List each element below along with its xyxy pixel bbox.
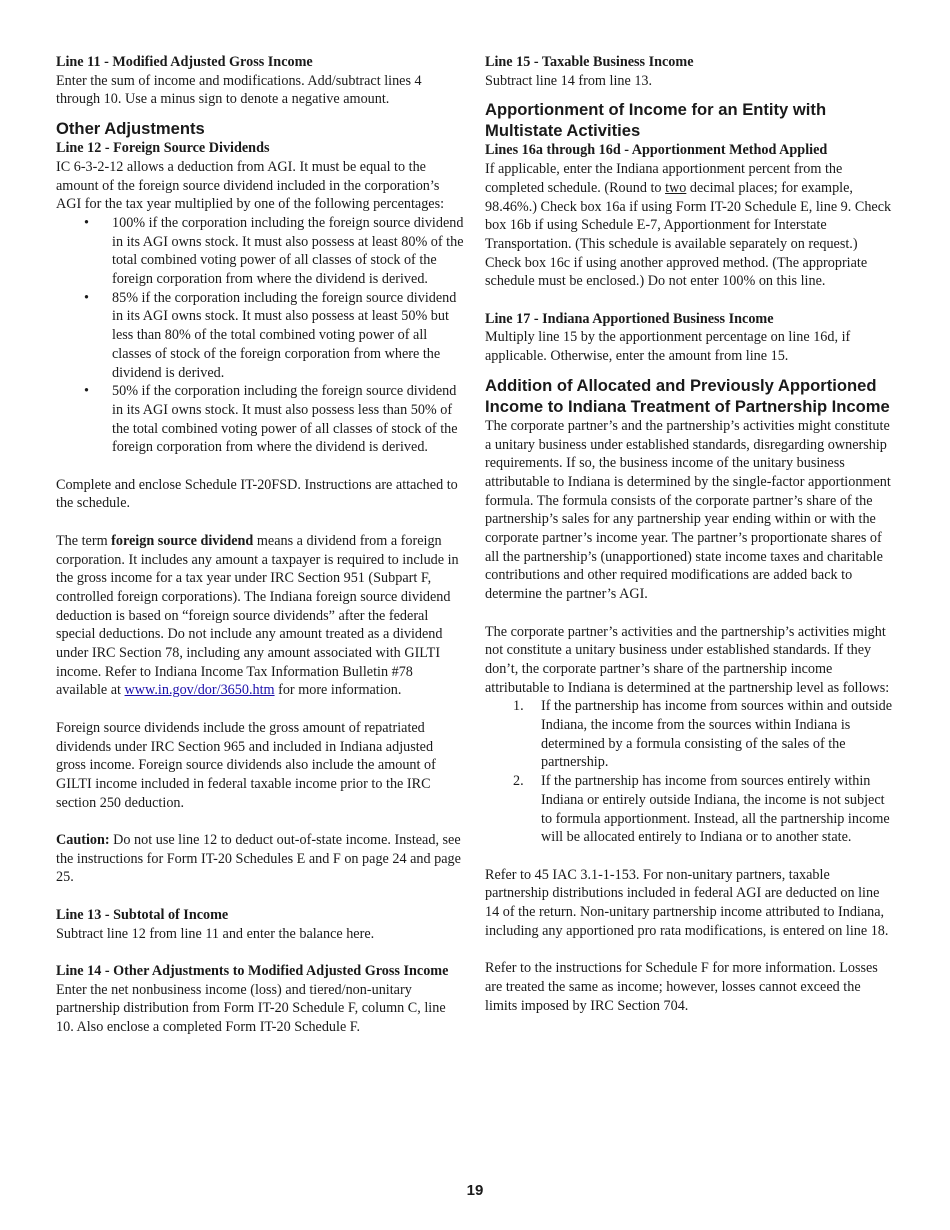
list-item: 2. If the partnership has income from sources entirely within Indiana or entirely outside Indiana, the income is not subject to formula apportionment. Instead, all the partnership income will be allocated entirely to Indiana or to another state.	[513, 773, 890, 846]
left-column	[56, 53, 466, 1037]
line13-text: Subtract line 12 from line 11 and enter the balance here.	[56, 925, 375, 942]
repatriated-text: Foreign source dividends include the gross amount of repatriated dividends under IRC Section 965 and included in Indiana adjusted gross income. Foreign source dividends also include the amount of GILTI income included in federal taxable income prior to the IRC section 250 deduction.	[56, 719, 436, 811]
line11-text: Enter the sum of income and modifications. Add/subtract lines 4 through 10. Use a minus sign to denote a negative amount.	[56, 72, 422, 108]
list-item: • 100% if the corporation including the foreign source dividend in its AGI owns stock. It must also possess at least 80% of the total combined voting power of all classes of stock of the foreign corporation from where the dividend is derived.	[84, 214, 464, 288]
line15-heading: Line 15 - Taxable Business Income	[485, 54, 694, 70]
dor-bulletin-link[interactable]: www.in.gov/dor/3650.htm	[124, 682, 275, 699]
bullet-icon: •	[84, 214, 89, 231]
caution-text: Caution: Do not use line 12 to deduct out-of-state income. Instead, see the instructions for Form IT-20 Schedules E and F on page 24 and page 25.	[56, 832, 461, 886]
addition-heading: Addition of Allocated and Previously Apportioned Income to Indiana Treatment of Partnership Income	[485, 375, 890, 416]
refer-45iac-text: Refer to 45 IAC 3.1-1-153. For non-unitary partners, taxable partnership distributions included in federal AGI are deducted on line 14 of the return. Non-unitary partnership income attributed to Indiana, including any apportioned pro rata modifications, is entered on line 18.	[485, 866, 889, 939]
refer-schedule-f-text: Refer to the instructions for Schedule F for more information. Losses are treated the same as income; however, losses cannot exceed the limits imposed by IRC Section 704.	[485, 960, 878, 1014]
line17-text: Multiply line 15 by the apportionment percentage on line 16d, if applicable. Otherwise, enter the amount from line 15.	[485, 329, 851, 365]
line15-text: Subtract line 14 from line 13.	[485, 72, 653, 89]
term-definition: The term foreign source dividend means a dividend from a foreign corporation. It includes any amount a taxpayer is required to include in the gross income for a tax year under IRC Section 951 (Subpart F, controlled foreign corporations). The Indiana foreign source dividend deduction is based on “foreign source dividends” after the federal special deductions. Do not include any amount treated as a dividend under IRC Section 78, including any amount associated with GILTI income. Refer to Indiana Income Tax Information Bulletin #78 available at www.in.gov/dor/3650.htm for more information.	[56, 532, 459, 699]
partnership-list	[485, 697, 895, 847]
page-number: 19	[466, 1182, 484, 1199]
line14-heading: Line 14 - Other Adjustments to Modified Adjusted Gross Income	[56, 962, 449, 979]
list-item: • 85% if the corporation including the foreign source dividend in its AGI owns stock. It must also possess at least 50% but less than 80% of the total combined voting power of all classes of stock of the foreign corporation from where the dividend is derived.	[84, 289, 457, 381]
right-column	[485, 53, 895, 1015]
list-item: • 50% if the corporation including the foreign source dividend in its AGI owns stock. It must also possess less than 50% of the total combined voting power of all classes of stock of the foreign corporation from where the dividend is derived.	[84, 383, 458, 456]
unitary-text: The corporate partner’s and the partnership’s activities might constitute a unitary business under established standards, disregarding ownership requirements. If so, the business income of the unitary business attributable to Indiana is determined by the single-factor apportionment formula. The formula consists of the corporate partner’s share of the partnership’s sales for any partnership year ending within or with the corporate partner’s income year. The partner’s proportionate shares of all the partnership’s (unapportioned) state income taxes and charitable contributions and other required modifications are added back to determine the partner’s AGI.	[485, 417, 891, 603]
apportionment-heading: Apportionment of Income for an Entity with Multistate Activities	[485, 100, 827, 141]
other-adjustments-heading: Other Adjustments	[56, 119, 205, 139]
line11-heading: Line 11 - Modified Adjusted Gross Income	[56, 54, 313, 70]
line12-heading: Line 12 - Foreign Source Dividends	[56, 140, 270, 157]
list-item: 1. If the partnership has income from sources within and outside Indiana, the income from the sources within Indiana is determined by a formula consisting of the sales of the partnership.	[513, 698, 893, 771]
caution-label: Caution:	[56, 832, 110, 849]
nonunitary-text: The corporate partner’s activities and the partnership’s activities might not constitute a unitary business under established standards. If they don’t, the corporate partner’s share of the partnership income attributable to Indiana is determined at the partnership level as follows:	[485, 623, 890, 696]
line17-heading: Line 17 - Indiana Apportioned Business Income	[485, 310, 774, 327]
percentage-list	[56, 214, 466, 457]
line12-text: IC 6-3-2-12 allows a deduction from AGI. It must be equal to the amount of the foreign source dividend included in the corporation’s AGI for the tax year multiplied by one of the following percentages:	[56, 158, 445, 213]
term-bold: foreign source dividend	[111, 532, 254, 549]
schedule-text: Complete and enclose Schedule IT-20FSD. Instructions are attached to the schedule.	[56, 476, 458, 512]
underlined-two: two	[665, 179, 687, 196]
line13-heading: Line 13 - Subtotal of Income	[56, 906, 229, 923]
bullet-icon: •	[84, 289, 89, 306]
line16-text: If applicable, enter the Indiana apportionment percent from the completed schedule. (Round to two decimal places; for example, 98.46%.) Check box 16a if using Form IT-20 Schedule E, line 9. Check box 16b if using Schedule E-7, Apportionment for Interstate Transportation. (This schedule is available separately on request.) Check box 16c if using another approved method. (The appropriate schedule must be enclosed.) Do not enter 100% on this line.	[485, 161, 892, 290]
line16-heading: Lines 16a through 16d - Apportionment Method Applied	[485, 142, 828, 159]
line14-text: Enter the net nonbusiness income (loss) and tiered/non-unitary partnership distribution from Form IT-20 Schedule F, column C, line 10. Also enclose a completed Form IT-20 Schedule F.	[56, 981, 446, 1036]
bullet-icon: •	[84, 383, 89, 400]
